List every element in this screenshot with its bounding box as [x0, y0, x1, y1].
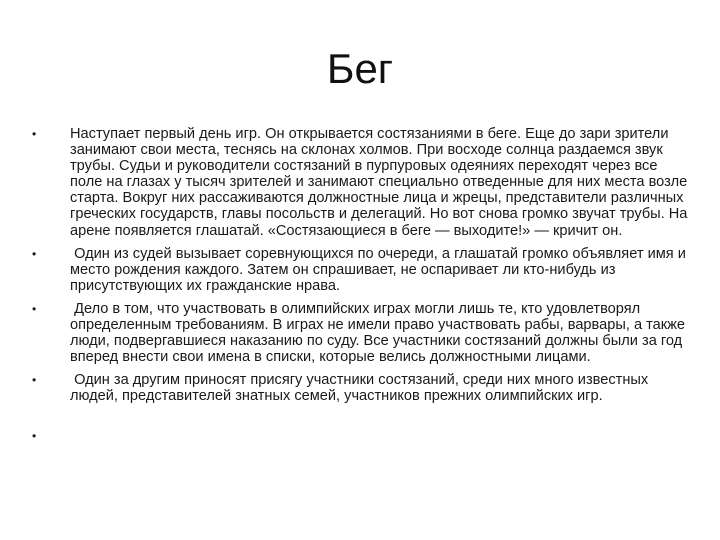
- bullet-icon: •: [32, 246, 37, 261]
- bullet-item: [30, 126, 690, 239]
- slide-title: Бег: [326, 45, 394, 92]
- slide-body: [30, 126, 690, 451]
- paragraph-text: Наступает первый день игр. Он открывается состязаниями в беге. Еще до зари зрители занимают свои места, теснясь на склонах холмов. При восходе солнца раздаемся звук трубы. Судьи и руководители состязаний в пурпуровых одеяниях переходят через все поле на глазах у тысяч зрителей и занимают специально отведенные для них места возле старта. Вокруг них рассаживаются должностные лица и жрецы, представители различных греческих государств, главы посольств и делегаций. Но вот снова громко звучат трубы. На арене появляется глашатай. «Состязающиеся в беге — выходите!» — кричит он.: [70, 126, 688, 239]
- bullet-icon: •: [32, 428, 37, 443]
- bullet-icon: •: [32, 127, 37, 141]
- bullet-item: [30, 246, 690, 294]
- bullet-icon: •: [32, 301, 37, 316]
- bullet-item: [30, 372, 690, 404]
- bullet-item: [30, 301, 690, 365]
- paragraph-text: Дело в том, что участвовать в олимпийских играх могли лишь те, кто удовлетворял определенным требованиям. В играх не имели право участвовать рабы, варвары, а также люди, подвергавшиеся наказанию по суду. Все участники состязаний должны были за год вперед внести свои имена в списки, которые велись должностными лицами.: [70, 300, 690, 366]
- paragraph-text: Один за другим приносят присягу участники состязаний, среди них много известных людей, представителей знатных семей, участников прежних олимпийских игр.: [70, 372, 653, 405]
- bullet-icon: •: [32, 373, 37, 388]
- bullet-item-empty: [30, 428, 690, 444]
- paragraph-text: Один из судей вызывает соревнующихся по очереди, а глашатай громко объявляет имя и место рождения каждого. Затем он спрашивает, не оспаривает ли кто-нибудь из присутствующих их гражданские нрава.: [70, 245, 690, 294]
